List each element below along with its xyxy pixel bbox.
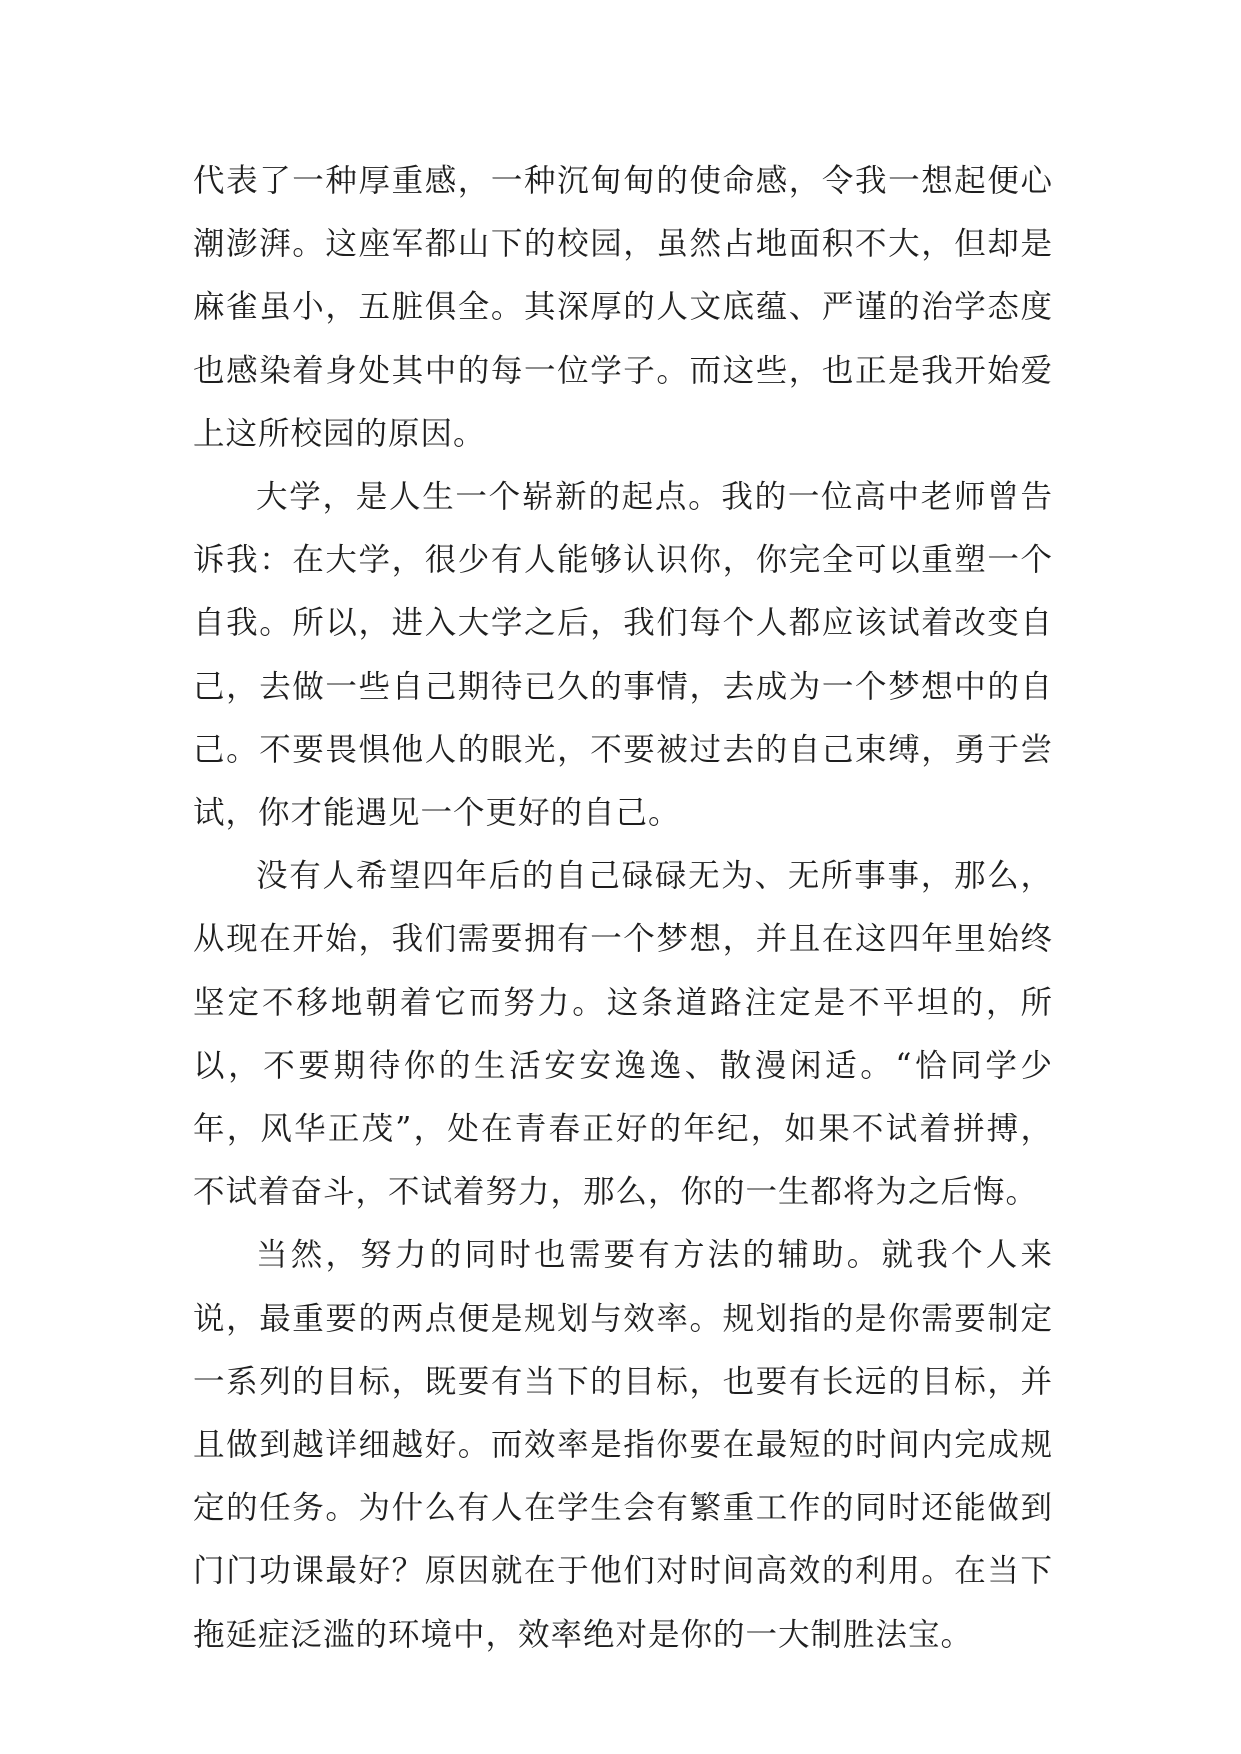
paragraph-4: 当然，努力的同时也需要有方法的辅助。就我个人来说，最重要的两点便是规划与效率。规划指的是你需要制定一系列的目标，既要有当下的目标，也要有长远的目标，并且做到越详细越好。而效率是指你要在最短的时间内完成规定的任务。为什么有人在学生会有繁重工作的同时还能做到门门功课最好？原因就在于他们对时间高效的利用。在当下拖延症泛滥的环境中，效率绝对是你的一大制胜法宝。 [193, 1237, 1053, 1653]
paragraph-1: 代表了一种厚重感，一种沉甸甸的使命感，令我一想起便心潮澎湃。这座军都山下的校园，虽然占地面积不大，但却是麻雀虽小，五脏俱全。其深厚的人文底蕴、严谨的治学态度也感染着身处其中的每一位学子。而这些，也正是我开始爱上这所校园的原因。 [193, 163, 1053, 452]
paragraph-2: 大学，是人生一个崭新的起点。我的一位高中老师曾告诉我：在大学，很少有人能够认识你，你完全可以重塑一个自我。所以，进入大学之后，我们每个人都应该试着改变自己，去做一些自己期待已久的事情，去成为一个梦想中的自己。不要畏惧他人的眼光，不要被过去的自己束缚，勇于尝试，你才能遇见一个更好的自己。 [193, 479, 1053, 832]
document-body [193, 150, 1053, 1667]
paragraph-3: 没有人希望四年后的自己碌碌无为、无所事事，那么，从现在开始，我们需要拥有一个梦想，并且在这四年里始终坚定不移地朝着它而努力。这条道路注定是不平坦的，所以，不要期待你的生活安安逸逸、散漫闲适。“恰同学少年，风华正茂”，处在青春正好的年纪，如果不试着拼搏，不试着奋斗，不试着努力，那么，你的一生都将为之后悔。 [193, 858, 1053, 1211]
